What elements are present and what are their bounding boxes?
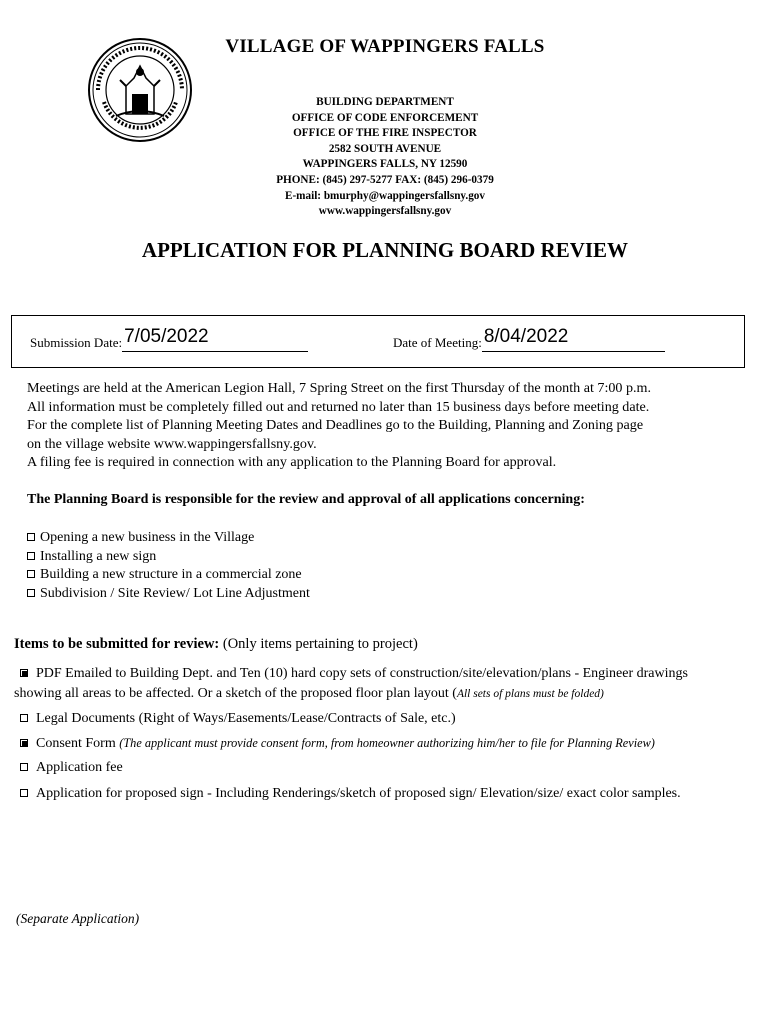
fee-label: Application fee <box>36 760 123 775</box>
meeting-date-label: Date of Meeting: <box>393 335 482 350</box>
list-item <box>27 585 310 604</box>
date-box <box>11 315 745 368</box>
meeting-date-group <box>393 326 665 352</box>
legal-checkbox[interactable] <box>20 714 28 722</box>
dept-website: www.wappingersfallsny.gov <box>318 205 452 218</box>
items-heading-rest: (Only items pertaining to project) <box>219 636 418 652</box>
list-item <box>27 566 310 585</box>
list-item-label: Subdivision / Site Review/ Lot Line Adjustment <box>40 585 310 601</box>
dept-line: OFFICE OF THE FIRE INSPECTOR <box>293 127 477 140</box>
pdf-note: All sets of plans must be folded) <box>456 688 604 700</box>
item-sign <box>14 786 754 802</box>
legal-label: Legal Documents (Right of Ways/Easements/Lease/Contracts of Sale, etc.) <box>36 711 456 726</box>
pdf-label-line1: PDF Emailed to Building Dept. and Ten (10) hard copy sets of construction/site/elevation/plans - Engineer drawings <box>36 666 688 681</box>
list-item <box>27 529 310 548</box>
item-legal <box>14 711 754 727</box>
list-item-label: Building a new structure in a commercial zone <box>40 567 302 583</box>
dept-email: E-mail: bmurphy@wappingersfallsny.gov <box>284 189 485 202</box>
pdf-label-line2: showing all areas to be affected. Or a sketch of the proposed floor plan layout ( <box>14 686 457 701</box>
board-heading: The Planning Board is responsible for the review and approval of all applications concerning: <box>27 492 585 507</box>
meeting-date-field[interactable] <box>482 326 665 352</box>
department-info <box>230 95 540 220</box>
checkbox[interactable] <box>27 533 35 541</box>
submission-date-group <box>30 326 308 352</box>
dept-phone: PHONE: (845) 297-5277 FAX: (845) 296-0379 <box>276 173 494 186</box>
intro-paragraph <box>27 379 747 472</box>
submission-date-label: Submission Date: <box>30 335 123 350</box>
item-pdf <box>14 664 754 704</box>
dept-line: BUILDING DEPARTMENT <box>316 96 454 108</box>
fee-checkbox[interactable] <box>20 763 28 771</box>
consent-label: Consent Form <box>36 736 120 751</box>
list-item-label: Opening a new business in the Village <box>40 530 255 545</box>
list-item-label: Installing a new sign <box>40 548 157 564</box>
checkbox[interactable] <box>27 552 35 560</box>
item-fee <box>14 760 754 776</box>
dept-line: 2582 SOUTH AVENUE <box>328 142 442 155</box>
sign-label: Application for proposed sign - Including Renderings/sketch of proposed sign/ Elevation/size/ exact color samples. <box>36 786 681 801</box>
submission-date-value: 7/05/2022 <box>124 326 209 347</box>
responsibility-list <box>27 529 310 603</box>
submission-date-field[interactable] <box>122 326 308 352</box>
dept-line: WAPPINGERS FALLS, NY 12590 <box>302 158 468 171</box>
consent-checkbox[interactable] <box>20 739 28 747</box>
sign-checkbox[interactable] <box>20 789 28 797</box>
intro-line: on the village website www.wappingersfallsny.gov. <box>27 435 317 452</box>
dept-line: OFFICE OF CODE ENFORCEMENT <box>291 111 479 124</box>
item-consent <box>14 736 754 752</box>
items-heading-bold: Items to be submitted for review: <box>14 636 220 652</box>
checkbox[interactable] <box>27 570 35 578</box>
intro-line: Meetings are held at the American Legion Hall, 7 Spring Street on the first Thursday of the month at 7:00 p.m. <box>27 380 652 396</box>
consent-note: (The applicant must provide consent form, from homeowner authorizing him/her to file for Planning Review) <box>119 736 655 750</box>
pdf-checkbox[interactable] <box>20 669 28 677</box>
application-title: APPLICATION FOR PLANNING BOARD REVIEW <box>141 238 629 262</box>
village-title: VILLAGE OF WAPPINGERS FALLS <box>225 36 545 57</box>
list-item <box>27 548 310 567</box>
checkbox[interactable] <box>27 589 35 597</box>
separate-application-note: (Separate Application) <box>16 911 140 926</box>
intro-line: A filing fee is required in connection with any application to the Planning Board for approval. <box>27 454 557 471</box>
items-heading <box>14 636 418 653</box>
intro-line: For the complete list of Planning Meeting Dates and Deadlines go to the Building, Planning and Zoning page <box>27 417 644 434</box>
meeting-date-value: 8/04/2022 <box>483 326 569 347</box>
intro-line: All information must be completely filled out and returned no later than 15 business days before meeting date. <box>27 398 650 415</box>
